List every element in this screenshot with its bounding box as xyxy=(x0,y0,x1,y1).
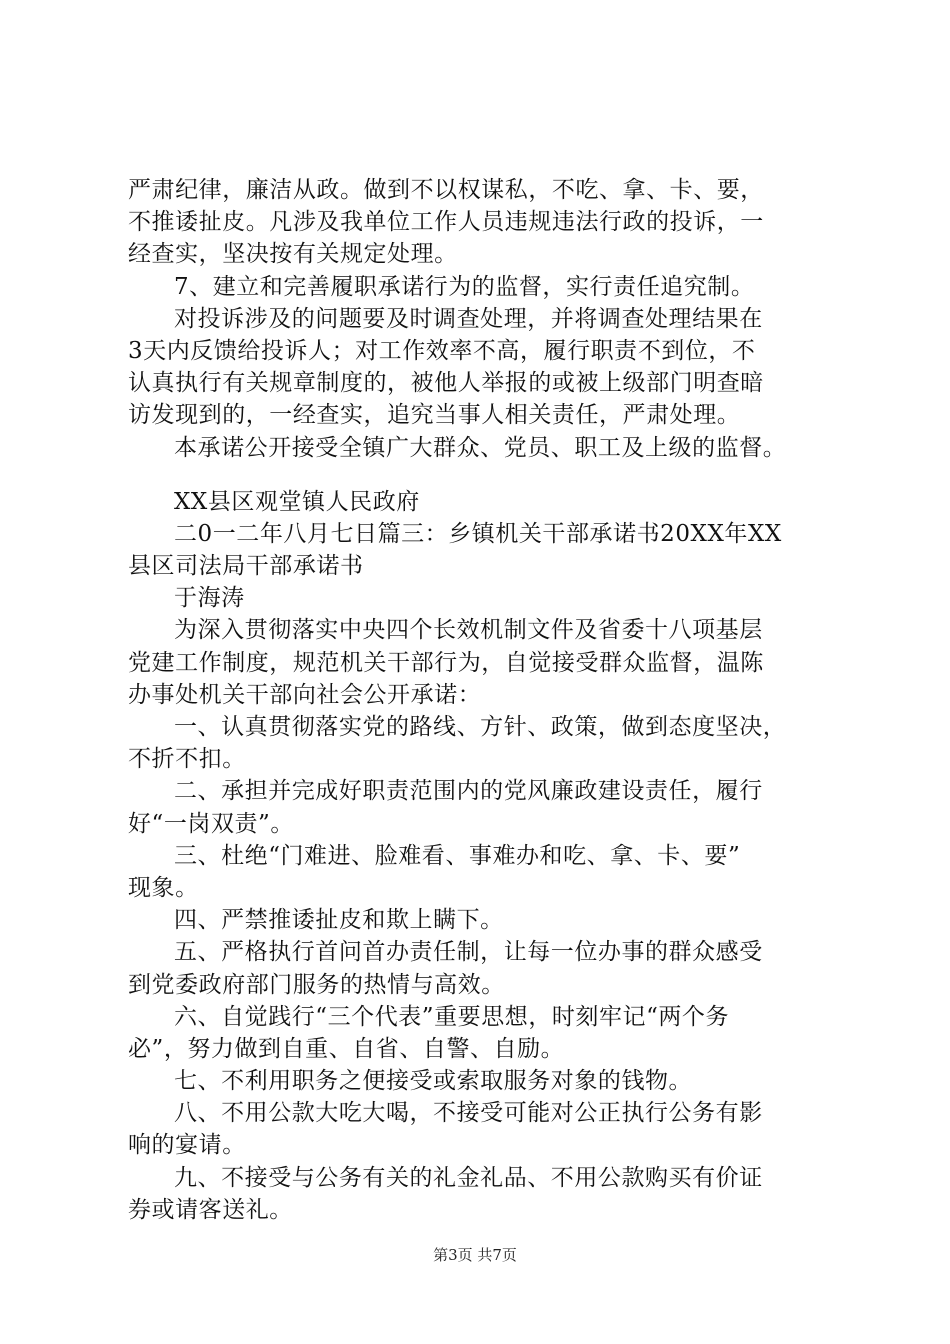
text-line: 券或请客送礼。 xyxy=(128,1196,293,1223)
text-line: 经查实，坚决按有关规定处理。 xyxy=(128,241,458,268)
paragraph-gap xyxy=(128,464,838,486)
text-line: 于海涛 xyxy=(174,585,245,612)
text-line: 八、不用公款大吃大喝，不接受可能对公正执行公务有影 xyxy=(174,1100,763,1127)
text-line: 访发现到的，一经查实，追究当事人相关责任，严肃处理。 xyxy=(128,402,741,429)
text-line: 本承诺公开接受全镇广大群众、党员、职工及上级的监督。 xyxy=(174,434,787,461)
text-line: 五、严格执行首问首办责任制，让每一位办事的群众感受 xyxy=(174,939,763,966)
page-footer: 第3页 共7页 xyxy=(433,1246,517,1264)
text-line: 办事处机关干部向社会公开承诺： xyxy=(128,681,482,708)
text-line: 对投诉涉及的问题要及时调查处理，并将调查处理结果在 xyxy=(174,305,763,332)
text-line: 九、不接受与公务有关的礼金礼品、不用公款购买有价证 xyxy=(174,1164,763,1191)
text-line: 为深入贯彻落实中央四个长效机制文件及省委十八项基层 xyxy=(174,617,763,644)
text-line: 7、建立和完善履职承诺行为的监督，实行责任追究制。 xyxy=(174,273,755,300)
text-line: 不推诿扯皮。凡涉及我单位工作人员违规违法行政的投诉，一 xyxy=(128,209,764,236)
text-line: 必”，努力做到自重、自省、自警、自励。 xyxy=(128,1035,565,1062)
document-body xyxy=(128,174,838,1226)
text-line: 二、承担并完成好职责范围内的党风廉政建设责任，履行 xyxy=(174,778,763,805)
text-line: 党建工作制度，规范机关干部行为，自觉接受群众监督，温陈 xyxy=(128,649,764,676)
text-line: XX县区观堂镇人民政府 xyxy=(174,488,420,515)
text-line: 不折不扣。 xyxy=(128,746,246,773)
text-line: 七、不利用职务之便接受或索取服务对象的钱物。 xyxy=(174,1068,693,1095)
text-line: 到党委政府部门服务的热情与高效。 xyxy=(128,971,505,998)
text-line: 3天内反馈给投诉人；对工作效率不高，履行职责不到位，不 xyxy=(128,337,756,364)
text-line: 严肃纪律，廉洁从政。做到不以权谋私，不吃、拿、卡、要， xyxy=(128,177,764,203)
text-line: 县区司法局干部承诺书 xyxy=(128,553,364,580)
text-line: 好“一岗双责”。 xyxy=(128,810,294,837)
text-line: 响的宴请。 xyxy=(128,1132,246,1159)
text-line: 一、认真贯彻落实党的路线、方针、政策，做到态度坚决， xyxy=(174,714,787,740)
text-line: 二0一二年八月七日篇三：乡镇机关干部承诺书20XX年XX xyxy=(174,520,782,547)
text-line: 四、严禁推诿扯皮和欺上瞒下。 xyxy=(174,907,504,934)
text-line: 现象。 xyxy=(128,874,199,901)
text-line: 认真执行有关规章制度的，被他人举报的或被上级部门明查暗 xyxy=(128,370,764,397)
text-line: 六、自觉践行“三个代表”重要思想，时刻牢记“两个务 xyxy=(174,1003,730,1030)
text-line: 三、杜绝“门难进、脸难看、事难办和吃、拿、卡、要” xyxy=(174,842,741,869)
